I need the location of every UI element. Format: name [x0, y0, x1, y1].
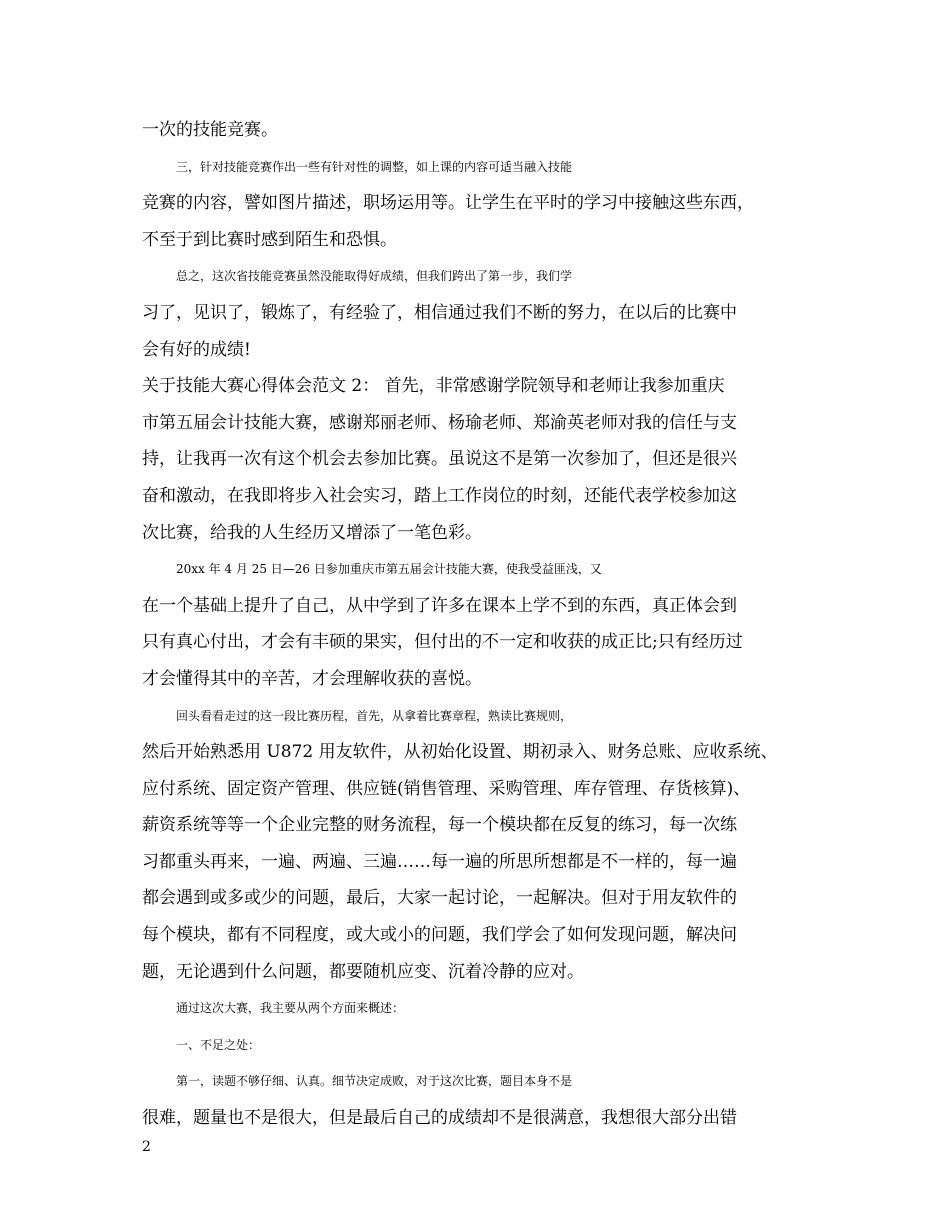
- text-line: 市第五届会计技能大赛，感谢郑丽老师、杨瑜老师、郑渝英老师对我的信任与支: [142, 412, 737, 433]
- text-line: 一、不足之处：: [176, 1037, 261, 1052]
- text-line: 回头看看走过的这一段比赛历程，首先，从拿着比赛章程，熟读比赛规则，: [176, 708, 573, 723]
- text-line: 在一个基础上提升了自己，从中学到了许多在课本上学不到的东西，真正体会到: [142, 595, 737, 616]
- text-line: 很难，题量也不是很大，但是最后自己的成绩却不是很满意，我想很大部分出错: [142, 1108, 737, 1129]
- text-line: 不至于到比赛时感到陌生和恐惧。: [142, 229, 397, 250]
- text-line: 会有好的成绩!: [142, 339, 251, 360]
- text-line: 竞赛的内容，譬如图片描述，职场运用等。让学生在平时的学习中接触这些东西，: [142, 193, 754, 214]
- text-line: 通过这次大赛，我主要从两个方面来概述：: [176, 1001, 405, 1016]
- text-line: 三，针对技能竞赛作出一些有针对性的调整，如上课的内容可适当融入技能: [176, 159, 573, 174]
- text-line: 薪资系统等等一个企业完整的财务流程，每一个模块都在反复的练习，每一次练: [142, 815, 737, 836]
- text-line: 应付系统、固定资产管理、供应链(销售管理、采购管理、库存管理、存货核算)、: [142, 778, 751, 799]
- text-line: 持，让我再一次有这个机会去参加比赛。虽说这不是第一次参加了，但还是很兴: [142, 449, 737, 470]
- text-line: 都会遇到或多或少的问题，最后，大家一起讨论，一起解决。但对于用友软件的: [142, 888, 737, 909]
- text-line: 奋和激动，在我即将步入社会实习，踏上工作岗位的时刻，还能代表学校参加这: [142, 485, 737, 506]
- text-line: 一次的技能竞赛。: [142, 120, 278, 140]
- page-number: 2: [142, 1139, 151, 1155]
- text-line: 次比赛，给我的人生经历又增添了一笔色彩。: [142, 522, 482, 543]
- text-line: 才会懂得其中的辛苦，才会理解收获的喜悦。: [142, 668, 482, 689]
- text-line: 习了，见识了，锻炼了，有经验了，相信通过我们不断的努力，在以后的比赛中: [142, 302, 737, 323]
- text-line: 关于技能大赛心得体会范文 2： 首先，非常感谢学院领导和老师让我参加重庆: [142, 376, 725, 397]
- text-line: 每个模块，都有不同程度，或大或小的问题，我们学会了如何发现问题，解决问: [142, 925, 737, 946]
- text-line: 题，无论遇到什么问题，都要随机应变、沉着冷静的应对。: [142, 961, 584, 982]
- text-line: 然后开始熟悉用 U872 用友软件，从初始化设置、期初录入、财务总账、应收系统、: [142, 742, 778, 763]
- text-line: 总之，这次省技能竞赛虽然没能取得好成绩，但我们跨出了第一步，我们学: [176, 269, 573, 284]
- text-line: 20xx 年 4 月 25 日—26 日参加重庆市第五届会计技能大赛，使我受益匪浅，又: [176, 562, 602, 577]
- text-line: 只有真心付出，才会有丰硕的果实，但付出的不一定和收获的成正比;只有经历过: [142, 632, 743, 653]
- body-text: [142, 112, 822, 1137]
- text-line: 第一，读题不够仔细、认真。细节决定成败，对于这次比赛，题目本身不是: [176, 1074, 573, 1089]
- text-line: 习都重头再来，一遍、两遍、三遍……每一遍的所思所想都是不一样的，每一遍: [142, 851, 737, 872]
